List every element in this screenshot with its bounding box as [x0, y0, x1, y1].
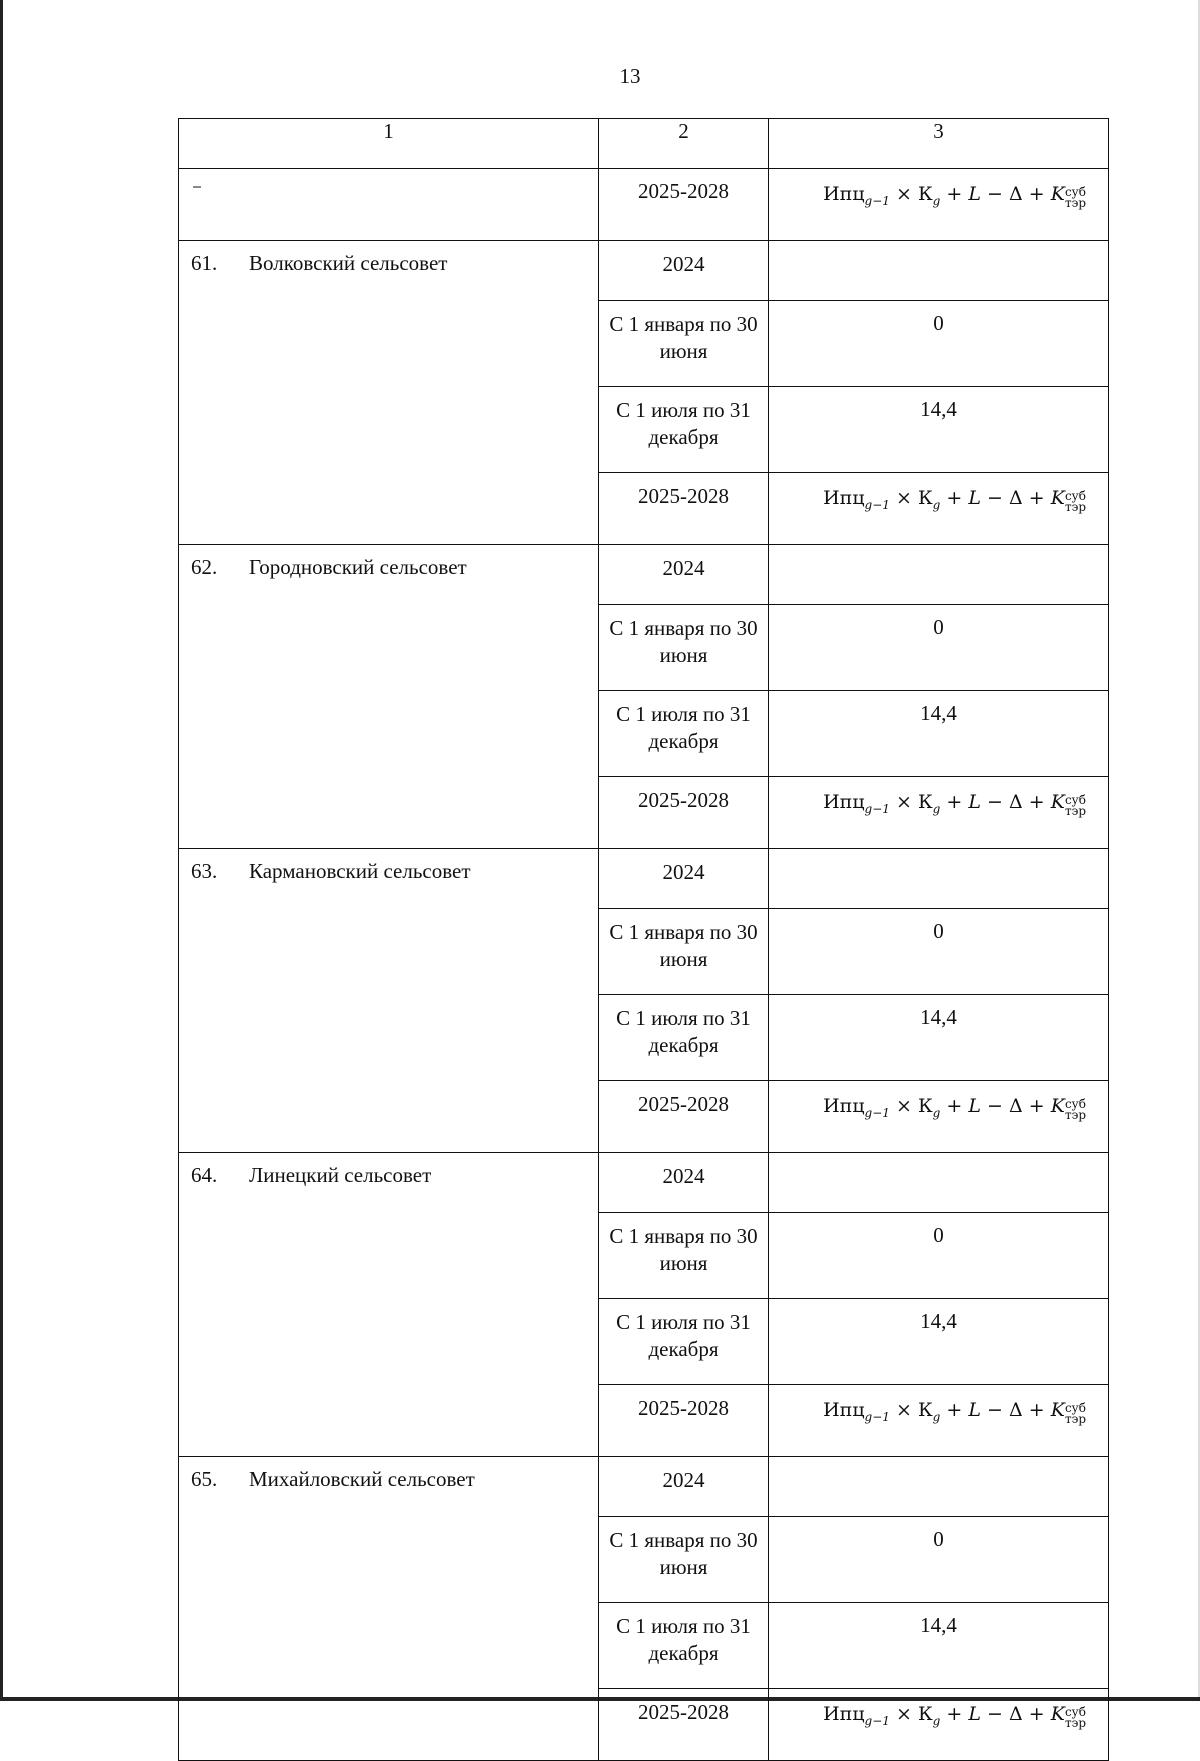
entity-number: 62. [191, 555, 218, 579]
entity-number: 65. [191, 1467, 218, 1491]
entity-name: Кармановский сельсовет [249, 859, 471, 883]
value-cell: 14,4 [769, 1299, 1109, 1385]
formula-times: × [895, 1703, 912, 1725]
formula-k: К [917, 1703, 933, 1725]
formula-plus: + [1028, 1095, 1045, 1117]
formula-plus: + [1028, 1703, 1045, 1725]
formula-cell [769, 1689, 1109, 1761]
table-row [179, 849, 1109, 909]
period-cell: С 1 января по 30 июня [599, 1517, 769, 1603]
period-cell: С 1 июля по 31 декабря [599, 1299, 769, 1385]
formula-k-ter: K [1050, 1399, 1065, 1421]
entity-number: 64. [191, 1163, 218, 1187]
formula-ipc: Ипц [823, 791, 865, 813]
period-cell: С 1 июля по 31 декабря [599, 995, 769, 1081]
formula-ipc-subscript: g−1 [864, 1714, 890, 1728]
entity-cell [179, 545, 599, 849]
formula-k-ter-subscript: тэр [1064, 1412, 1086, 1426]
formula-k-ter-superscript: суб [1064, 185, 1086, 199]
formula-k-subscript: g [932, 1106, 941, 1120]
formula-plus: + [1028, 487, 1045, 509]
formula-k: К [917, 791, 933, 813]
scan-edge-left [0, 0, 3, 1701]
period-cell: 2024 [599, 849, 769, 909]
formula-delta: Δ [1009, 487, 1023, 509]
header-cell: 1 [179, 119, 599, 169]
entity-name: Волковский сельсовет [249, 251, 448, 275]
value-cell [769, 1457, 1109, 1517]
period-cell: С 1 июля по 31 декабря [599, 387, 769, 473]
formula-k-ter-subscript: тэр [1064, 500, 1086, 514]
formula-k-ter-indices [1065, 1707, 1086, 1729]
value-cell [769, 545, 1109, 605]
formula-delta: Δ [1009, 183, 1023, 205]
formula-minus: − [987, 1399, 1003, 1421]
entity-number: 63. [191, 859, 218, 883]
period-cell: 2025-2028 [599, 1385, 769, 1457]
table-row [179, 1457, 1109, 1517]
entity-name: Линецкий сельсовет [249, 1163, 432, 1187]
page-number: 13 [619, 64, 641, 88]
formula-plus: + [946, 183, 963, 205]
entity-name: Михайловский сельсовет [249, 1467, 475, 1491]
formula-delta: Δ [1009, 1399, 1023, 1421]
value-cell: 0 [769, 909, 1109, 995]
formula-cell [769, 777, 1109, 849]
formula-ipc-subscript: g−1 [864, 498, 890, 512]
value-cell: 0 [769, 605, 1109, 691]
value-cell: 0 [769, 1517, 1109, 1603]
period-cell: 2025-2028 [599, 1081, 769, 1153]
value-cell: 14,4 [769, 995, 1109, 1081]
value-cell [769, 1153, 1109, 1213]
formula-minus: − [987, 487, 1003, 509]
formula-k: К [917, 1399, 933, 1421]
formula-k-ter-indices [1065, 491, 1086, 513]
period-cell: 2025-2028 [599, 777, 769, 849]
formula-k-ter-superscript: суб [1064, 489, 1086, 503]
formula-times: × [895, 183, 912, 205]
period-cell: С 1 июля по 31 декабря [599, 1603, 769, 1689]
formula-k-ter-superscript: суб [1064, 1097, 1086, 1111]
formula-times: × [895, 487, 912, 509]
value-cell: 14,4 [769, 1603, 1109, 1689]
period-cell: С 1 июля по 31 декабря [599, 691, 769, 777]
entity-cell [179, 1153, 599, 1457]
formula-l: L [968, 791, 981, 813]
formula-k-ter: K [1050, 1095, 1065, 1117]
value-cell: 0 [769, 301, 1109, 387]
formula-plus: + [1028, 791, 1045, 813]
formula-cell [769, 473, 1109, 545]
header-cell: 3 [769, 119, 1109, 169]
formula-delta: Δ [1009, 791, 1023, 813]
formula-minus: − [987, 183, 1003, 205]
formula-k-ter-superscript: суб [1064, 1705, 1086, 1719]
formula-k-subscript: g [932, 194, 941, 208]
formula-cell [769, 169, 1109, 241]
entity-name: Городновский сельсовет [249, 555, 467, 579]
value-cell: 14,4 [769, 387, 1109, 473]
tariff-table [178, 118, 1109, 1761]
formula-times: × [895, 1095, 912, 1117]
formula-l: L [968, 487, 981, 509]
period-cell: С 1 января по 30 июня [599, 909, 769, 995]
table-row [179, 241, 1109, 301]
formula-k-ter: K [1050, 791, 1065, 813]
formula-plus: + [946, 487, 963, 509]
formula-k-ter-subscript: тэр [1064, 1716, 1086, 1730]
period-cell: 2025-2028 [599, 473, 769, 545]
formula-k-ter-superscript: суб [1064, 793, 1086, 807]
formula-delta: Δ [1009, 1703, 1023, 1725]
formula-ipc-subscript: g−1 [864, 194, 890, 208]
formula-l: L [968, 1399, 981, 1421]
formula-plus: + [946, 1095, 963, 1117]
period-cell: 2024 [599, 1153, 769, 1213]
formula-k: К [917, 183, 933, 205]
value-cell: 0 [769, 1213, 1109, 1299]
value-cell [769, 241, 1109, 301]
header-row [179, 119, 1109, 169]
formula-k-ter: K [1050, 183, 1065, 205]
formula-k-ter-indices [1065, 795, 1086, 817]
value-cell [769, 849, 1109, 909]
formula-k-ter: K [1050, 1703, 1065, 1725]
formula-k-subscript: g [932, 498, 941, 512]
period-cell: 2025-2028 [599, 169, 769, 241]
entity-cell [179, 241, 599, 545]
period-cell: 2025-2028 [599, 1689, 769, 1761]
period-cell: 2024 [599, 545, 769, 605]
entity-number: 61. [191, 251, 218, 275]
formula-k-ter: K [1050, 487, 1065, 509]
formula-ipc-subscript: g−1 [864, 1410, 890, 1424]
formula-ipc: Ипц [823, 487, 865, 509]
period-cell: С 1 января по 30 июня [599, 1213, 769, 1299]
formula-k-ter-superscript: суб [1064, 1401, 1086, 1415]
formula-ipc: Ипц [823, 1399, 865, 1421]
formula-ipc: Ипц [823, 183, 865, 205]
formula-plus: + [1028, 1399, 1045, 1421]
formula-ipc: Ипц [823, 1095, 865, 1117]
formula-k-subscript: g [932, 1714, 941, 1728]
formula-k-ter-subscript: тэр [1064, 804, 1086, 818]
formula-times: × [895, 791, 912, 813]
formula-k-ter-subscript: тэр [1064, 196, 1086, 210]
formula-l: L [968, 1095, 981, 1117]
carry-over-mark-cell [179, 169, 599, 241]
formula-k: К [917, 1095, 933, 1117]
formula-cell [769, 1081, 1109, 1153]
formula-ipc-subscript: g−1 [864, 1106, 890, 1120]
formula-cell [769, 1385, 1109, 1457]
entity-cell [179, 849, 599, 1153]
formula-k-subscript: g [932, 802, 941, 816]
formula-minus: − [987, 1095, 1003, 1117]
carry-over-row [179, 169, 1109, 241]
formula-plus: + [946, 1399, 963, 1421]
formula-delta: Δ [1009, 1095, 1023, 1117]
formula-ipc: Ипц [823, 1703, 865, 1725]
value-cell: 14,4 [769, 691, 1109, 777]
formula-minus: − [987, 791, 1003, 813]
formula-k-ter-indices [1065, 187, 1086, 209]
period-cell: С 1 января по 30 июня [599, 301, 769, 387]
period-cell: 2024 [599, 241, 769, 301]
formula-l: L [968, 1703, 981, 1725]
formula-plus: + [946, 1703, 963, 1725]
formula-plus: + [1028, 183, 1045, 205]
formula-k-ter-indices [1065, 1099, 1086, 1121]
formula-plus: + [946, 791, 963, 813]
table-row [179, 545, 1109, 605]
formula-k-ter-indices [1065, 1403, 1086, 1425]
formula-k-ter-subscript: тэр [1064, 1108, 1086, 1122]
formula-times: × [895, 1399, 912, 1421]
formula-k: К [917, 487, 933, 509]
period-cell: 2024 [599, 1457, 769, 1517]
header-cell: 2 [599, 119, 769, 169]
formula-k-subscript: g [932, 1410, 941, 1424]
formula-l: L [968, 183, 981, 205]
formula-minus: − [987, 1703, 1003, 1725]
formula-ipc-subscript: g−1 [864, 802, 890, 816]
carry-over-mark [193, 186, 201, 188]
period-cell: С 1 января по 30 июня [599, 605, 769, 691]
entity-cell [179, 1457, 599, 1761]
table-row [179, 1153, 1109, 1213]
